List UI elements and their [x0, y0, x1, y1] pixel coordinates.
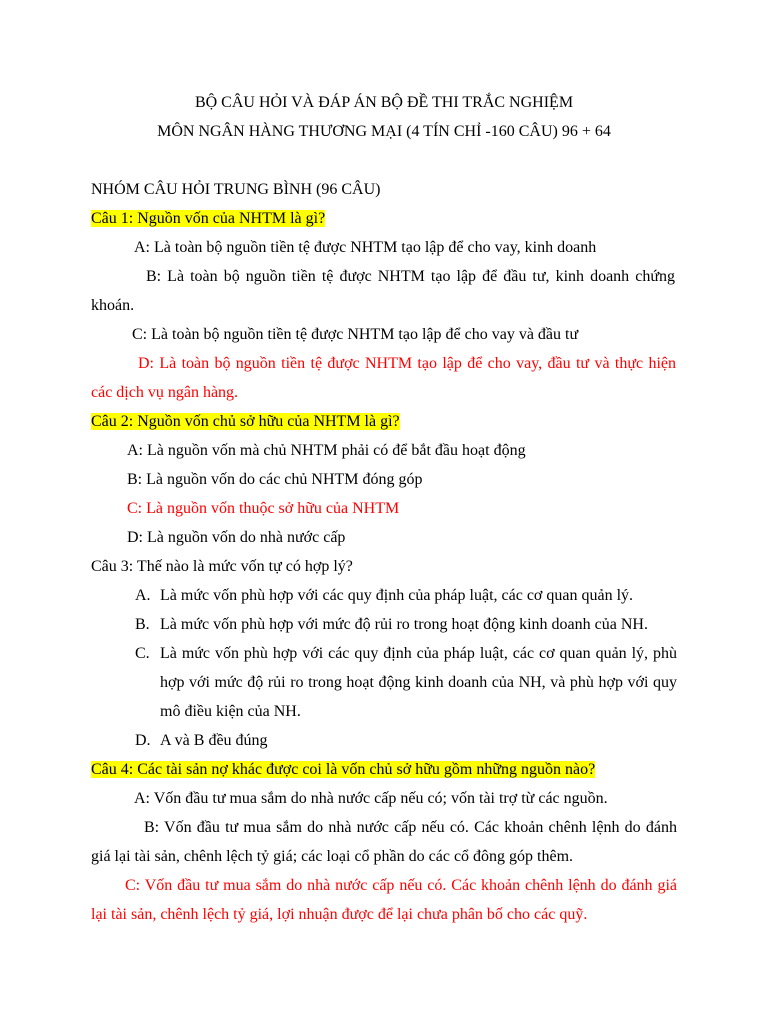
- q2-option-c: C: Là nguồn vốn thuộc sở hữu của NHTM: [127, 500, 400, 517]
- doc-title-line-2: MÔN NGÂN HÀNG THƯƠNG MẠI (4 TÍN CHỈ -160 CÂU) 96 + 64: [157, 123, 611, 140]
- question-1-text: Câu 1: Nguồn vốn của NHTM là gì?: [91, 210, 326, 227]
- q3-option-d-marker: D.: [135, 732, 151, 749]
- q4-option-a: A: Vốn đầu tư mua sắm do nhà nước cấp nếu có; vốn tài trợ từ các nguồn.: [134, 790, 608, 807]
- question-3: Câu 3: Thế nào là mức vốn tự có hợp lý?: [91, 558, 353, 575]
- question-2: [91, 412, 400, 432]
- question-2-text: Câu 2: Nguồn vốn chủ sở hữu của NHTM là gì?: [91, 413, 400, 430]
- q3-option-c-line-3: mô điều kiện của NH.: [160, 703, 301, 720]
- section-heading: NHÓM CÂU HỎI TRUNG BÌNH (96 CÂU): [91, 181, 381, 198]
- q3-option-d: A và B đều đúng: [160, 732, 268, 749]
- q3-option-a-marker: A.: [135, 587, 151, 604]
- q3-option-c-line-1: Là mức vốn phù hợp với các quy định của pháp luật, các cơ quan quản lý, phù: [160, 645, 677, 662]
- q2-option-a: A: Là nguồn vốn mà chủ NHTM phải có để bắt đầu hoạt động: [127, 442, 526, 459]
- q2-option-d: D: Là nguồn vốn do nhà nước cấp: [127, 529, 346, 546]
- question-4: [91, 760, 595, 780]
- q3-option-b: Là mức vốn phù hợp với mức độ rủi ro trong hoạt động kinh doanh của NH.: [160, 616, 648, 633]
- q1-option-c: C: Là toàn bộ nguồn tiền tệ được NHTM tạo lập để cho vay và đầu tư: [132, 326, 579, 343]
- q4-option-c-line-2: lại tài sản, chênh lệch tỷ giá, lợi nhuận được để lại chưa phân bố cho các quỹ.: [91, 906, 588, 923]
- q2-option-b: B: Là nguồn vốn do các chủ NHTM đóng góp: [127, 471, 423, 488]
- q3-option-b-marker: B.: [135, 616, 150, 633]
- q4-option-b-line-1: B: Vốn đầu tư mua sắm do nhà nước cấp nếu có. Các khoản chênh lệnh do đánh: [144, 819, 677, 836]
- q1-option-a: A: Là toàn bộ nguồn tiền tệ được NHTM tạo lập để cho vay, kinh doanh: [134, 239, 597, 256]
- q4-option-b-line-2: giá lại tài sản, chênh lệch tỷ giá; các loại cổ phần do các cổ đông góp thêm.: [91, 848, 574, 865]
- question-1: [91, 209, 325, 229]
- question-4-text: Câu 4: Các tài sản nợ khác được coi là vốn chủ sở hữu gồm những nguồn nào?: [91, 761, 596, 778]
- q1-option-d-line-1: D: Là toàn bộ nguồn tiền tệ được NHTM tạo lập để cho vay, đầu tư và thực hiện: [138, 355, 676, 372]
- q4-option-c-line-1: C: Vốn đầu tư mua sắm do nhà nước cấp nếu có. Các khoản chênh lệnh do đánh giá: [125, 877, 677, 894]
- q1-option-b-line-1: B: Là toàn bộ nguồn tiền tệ được NHTM tạo lập để đầu tư, kinh doanh chứng: [146, 268, 675, 285]
- q1-option-d-line-2: các dịch vụ ngân hàng.: [91, 384, 239, 401]
- q3-option-c-marker: C.: [135, 645, 150, 662]
- q3-option-a: Là mức vốn phù hợp với các quy định của pháp luật, các cơ quan quản lý.: [160, 587, 634, 604]
- q1-option-b-line-2: khoán.: [91, 297, 135, 314]
- doc-title-line-1: BỘ CÂU HỎI VÀ ĐÁP ÁN BỘ ĐỀ THI TRẮC NGHIỆM: [194, 94, 574, 111]
- q3-option-c-line-2: hợp với mức độ rủi ro trong hoạt động kinh doanh của NH, và phù hợp với quy: [160, 674, 677, 691]
